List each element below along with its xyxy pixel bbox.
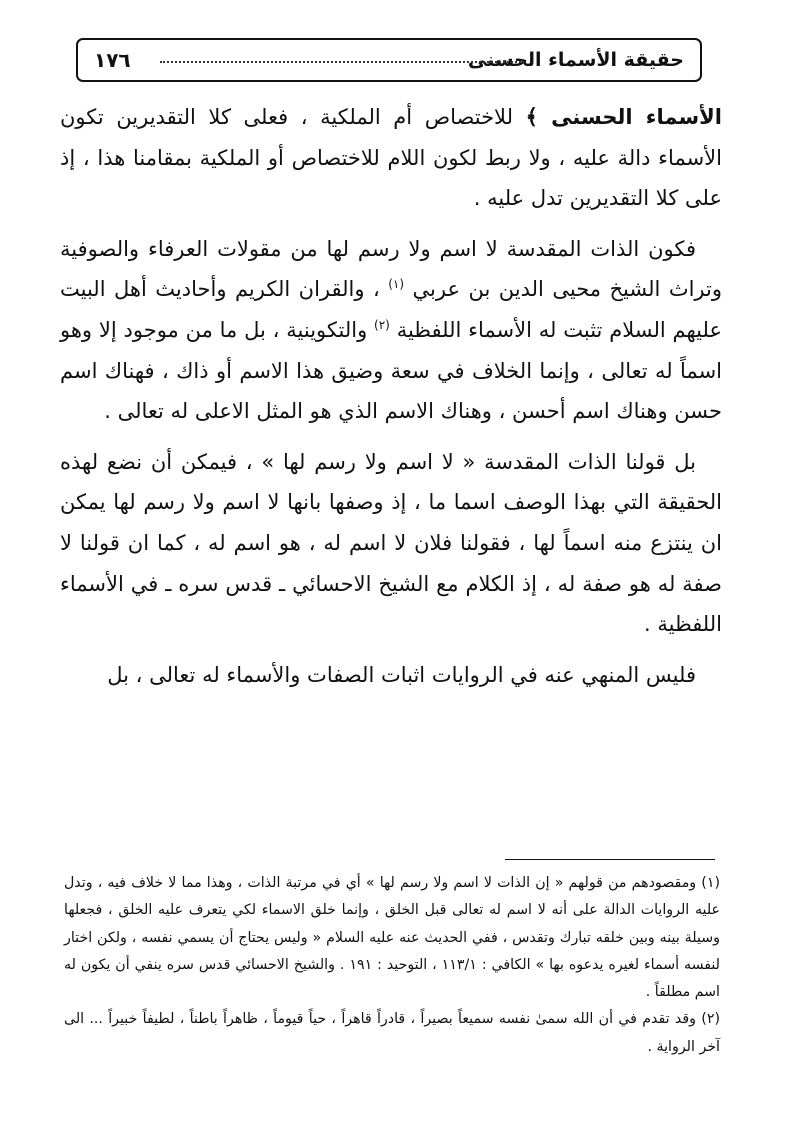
paragraph-1-text: للاختصاص أم الملكية ، فعلى كلا التقديرين تكون الأسماء دالة عليه ، ولا ربط لكون اللام للاختصاص أو الملكية بمقامنا هذا ، إذ على كلا التقديرين تدل عليه .: [60, 105, 722, 211]
main-text: [60, 97, 722, 705]
paragraph-4: فليس المنهي عنه في الروايات اثبات الصفات والأسماء له تعالى ، بل: [107, 662, 696, 687]
bold-phrase: الأسماء الحسنى ﴾: [525, 105, 722, 129]
footnote-ref-2: (٢): [374, 317, 390, 332]
paragraph-1: [60, 97, 722, 219]
paragraph-2: [60, 229, 722, 432]
footnote-1: (١) ومقصودهم من قولهم « إن الذات لا اسم ولا رسم لها » أي في مرتبة الذات ، وهذا مما لا خلاف فيه ، وتدل عليه الروايات الدالة على أنه لا اسم له تعالى قبل الخلق ، وإنما خلق الاسماء لكي يتعرف عليه الخلق ، فجعلها وسيلة بينه وبين خلقه تبارك وتقدس ، ففي الحديث عنه عليه السلام « وليس يحتاج أن يسمي نفسه ، ولكن اختار لنفسه أسماء لغيره يدعوه بها » الكافي : ١١٣/١ ، التوحيد : ١٩١ . والشيخ الاحسائي قدس سره ينفي أن يكون له اسم مطلقاً .: [64, 875, 721, 1001]
header-dotted-leader: [160, 61, 524, 63]
running-title: حقيقة الأسماء الحسنى: [467, 49, 684, 71]
footnote-2: (٢) وقد تقدم في أن الله سمىٰ نفسه سميعاً بصيراً ، قادراً قاهراً ، حياً قيوماً ، ظاهراً باطناً ، لطيفاً خبيراً ... الى آخر الرواية .: [64, 1011, 720, 1055]
footnote-ref-1: (١): [388, 277, 405, 292]
paragraph-3: بل قولنا الذات المقدسة « لا اسم ولا رسم لها » ، فيمكن أن نضع لهذه الحقيقة التي بهذا الوصف اسما ما ، إذ وصفها بانها لا اسم ولا رسم لها يمكن ان ينتزع منه اسماً لها ، فقولنا فلان لا اسم له ، هو اسم له ، كما ان قولنا لا صفة له هو صفة له ، إذ الكلام مع الشيخ الاحسائي ـ قدس سره ـ في الأسماء اللفظية .: [60, 449, 722, 637]
paragraph-2-text-a: فكون الذات المقدسة لا اسم ولا رسم لها من مقولات العرفاء والصوفية وتراث الشيخ محيى الدين بن عربي: [60, 236, 722, 302]
paragraph-2-text-c: والتكوينية ، بل ما من موجود إلا وهو اسماً له تعالى ، وإنما الخلاف في سعة وضيق هذا الاسم أو ذاك ، فهناك اسم حسن وهناك اسم أحسن ، وهناك الاسم الذي هو المثل الاعلى له تعالى .: [60, 317, 722, 424]
page-number: ١٧٦: [94, 48, 131, 72]
footnote-separator: [505, 859, 715, 860]
footnotes: [64, 870, 720, 1061]
running-header: [76, 38, 702, 82]
paragraph-2-text-b: ، والقران الكريم وأحاديث أهل البيت عليهم السلام تثبت له الأسماء اللفظية: [60, 277, 722, 342]
